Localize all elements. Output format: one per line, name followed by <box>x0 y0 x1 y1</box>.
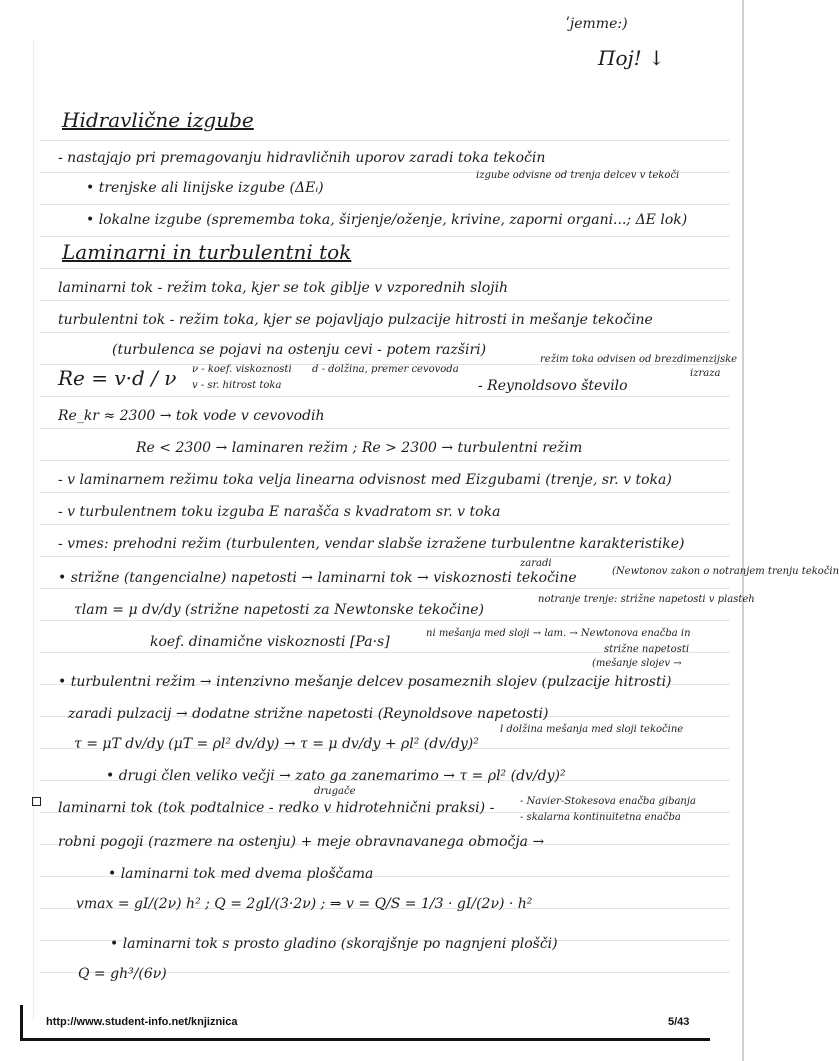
text-line: • trenjske ali linijske izgube (ΔEᵢ) <box>86 180 324 196</box>
ruled-line <box>40 556 730 557</box>
annotation: drugače <box>314 786 356 797</box>
formula-line: vmax = gI/(2ν) h² ; Q = 2gI/(3·2ν) ; ⇒ v = Q/S = 1/3 · gI/(2ν) · h² <box>76 896 533 912</box>
side-note: - Navier-Stokesova enačba gibanja <box>520 796 696 807</box>
text-line: - v laminarnem režimu toka velja linearna odvisnost med Eizgubami (trenje, sr. v toka) <box>58 472 672 488</box>
reynolds-formula: Re = v·d / ν <box>58 366 177 390</box>
ruled-line <box>40 492 730 493</box>
text-line: • drugi člen veliko večji → zato ga zanemarimo → τ = ρl² (dv/dy)² <box>106 768 566 784</box>
page-number: 5/43 <box>668 1016 690 1028</box>
side-note: l dolžina mešanja med sloji tekočine <box>500 724 684 735</box>
scan-edge <box>742 0 744 1061</box>
ruled-line <box>40 428 730 429</box>
ruled-line <box>40 268 730 269</box>
text-line: - nastajajo pri premagovanju hidravličnih uporov zaradi toka tekočin <box>58 150 546 166</box>
text-line: Re_kr ≈ 2300 → tok vode v cevovodih <box>58 408 325 424</box>
ruled-line <box>40 396 730 397</box>
ruled-line <box>40 460 730 461</box>
text-line: Re < 2300 → laminaren režim ; Re > 2300 → turbulentni režim <box>136 440 583 456</box>
text-line: - v turbulentnem toku izguba E narašča s kvadratom sr. v toka <box>58 504 501 520</box>
bottom-rule <box>20 1038 710 1041</box>
text-line: • laminarni tok s prosto gladino (skorajšnje po nagnjeni plošči) <box>110 936 558 952</box>
text-line: • laminarni tok med dvema ploščama <box>108 866 374 882</box>
text-line: robni pogoji (razmere na ostenju) + meje obravnavanega območja → <box>58 834 545 850</box>
side-note: (Newtonov zakon o notranjem trenju tekočin <box>612 566 839 577</box>
side-note: strižne napetosti <box>604 644 690 655</box>
side-note: režim toka odvisen od brezdimenzijske <box>540 354 738 365</box>
corner-mark <box>20 1005 23 1041</box>
text-line: laminarni tok (tok podtalnice - redko v hidrotehnični praksi) - <box>58 800 495 816</box>
ruled-line <box>40 620 730 621</box>
ruled-line <box>40 588 730 589</box>
text-line: (turbulenca se pojavi na ostenju cevi - potem razširi) <box>112 342 487 358</box>
text-line: • lokalne izgube (sprememba toka, širjenje/oženje, krivine, zaporni organi...; ΔE lok) <box>86 212 688 228</box>
side-note: izraza <box>690 368 721 379</box>
top-note: ʹjemme:) <box>566 16 628 32</box>
annotation: (mešanje slojev → <box>592 658 682 669</box>
section-title-hidravlicne-izgube: Hidravlične izgube <box>62 108 254 132</box>
side-note: - skalarna kontinuitetna enačba <box>520 812 681 823</box>
ruled-line <box>40 236 730 237</box>
text-line: zaradi pulzacij → dodatne strižne napetosti (Reynoldsove napetosti) <box>68 706 549 722</box>
text-line: koef. dinamične viskoznosti [Pa·s] <box>150 634 390 650</box>
reynolds-name: - Reynoldsovo število <box>478 378 628 394</box>
text-line: - vmes: prehodni režim (turbulenten, vendar slabše izražene turbulentne karakteristike) <box>58 536 685 552</box>
checkbox-mark <box>32 797 41 806</box>
formula-def: d - dolžina, premer cevovoda <box>312 364 459 375</box>
ruled-line <box>40 140 730 141</box>
text-line: • strižne (tangencialne) napetosti → laminarni tok → viskoznosti tekočine <box>58 570 577 586</box>
ruled-line <box>40 524 730 525</box>
formula-def: v - sr. hitrost toka <box>192 380 282 391</box>
footer-url-link[interactable]: http://www.student-info.net/knjiznica <box>46 1016 238 1028</box>
text-line: τlam = μ dv/dy (strižne napetosti za Newtonske tekočine) <box>74 602 484 618</box>
margin-line <box>33 40 34 1020</box>
section-title-laminarni-turbulentni: Laminarni in turbulentni tok <box>62 240 352 264</box>
formula-line: τ = μT dv/dy (μT = ρl² dv/dy) → τ = μ dv/dy + ρl² (dv/dy)² <box>74 736 479 752</box>
formula-def: ν - koef. viskoznosti <box>192 364 292 375</box>
annotation: zaradi <box>520 558 552 569</box>
text-line: laminarni tok - režim toka, kjer se tok giblje v vzporednih slojih <box>58 280 509 296</box>
ruled-line <box>40 332 730 333</box>
text-line: • turbulentni režim → intenzivno mešanje delcev posameznih slojev (pulzacije hitrosti) <box>58 674 672 690</box>
text-line: turbulentni tok - režim toka, kjer se pojavljajo pulzacije hitrosti in mešanje tekočine <box>58 312 653 328</box>
ruled-line <box>40 300 730 301</box>
side-note: izgube odvisne od trenja delcev v tekoči <box>476 170 680 181</box>
ruled-line <box>40 204 730 205</box>
side-note: notranje trenje: strižne napetosti v plasteh <box>538 594 755 605</box>
side-note: ni mešanja med sloji → lam. → Newtonova enačba in <box>426 628 691 639</box>
formula-line: Q = gh³/(6ν) <box>78 966 167 982</box>
top-note-2: Поj! ↓ <box>598 46 665 70</box>
